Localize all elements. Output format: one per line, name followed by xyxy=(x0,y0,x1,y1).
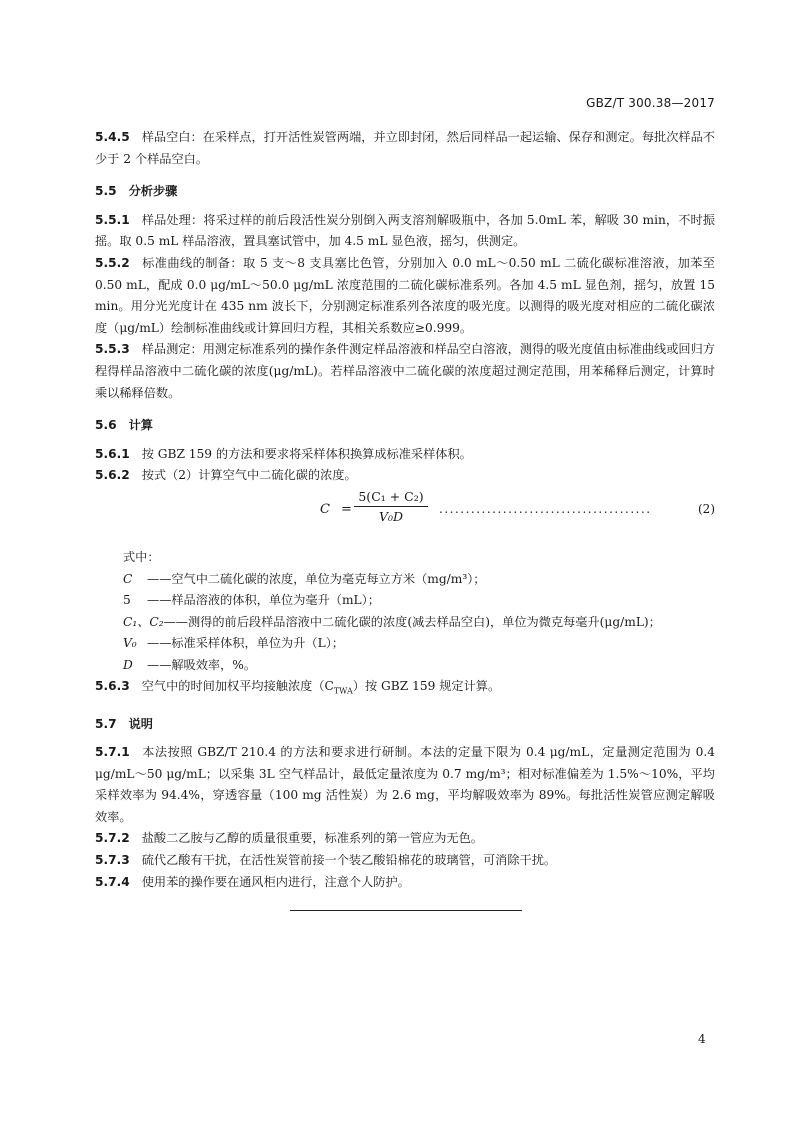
clause-number: 5.7.2 xyxy=(95,831,130,846)
clause-5-7-1 xyxy=(95,742,715,828)
clause-number: 5.7.4 xyxy=(95,874,130,889)
clause-5-4-5 xyxy=(95,127,715,170)
section-title: 分析步骤 xyxy=(128,184,178,199)
section-heading-5-7 xyxy=(95,714,715,736)
definition-text: ——空气中二硫化碳的浓度，单位为毫克每立方米（mg/m³）； xyxy=(147,571,486,586)
clause-number: 5.6.3 xyxy=(95,679,130,694)
clause-5-6-2 xyxy=(95,465,715,487)
section-title: 计算 xyxy=(128,418,153,433)
definition-symbol: C xyxy=(123,571,133,586)
clause-text: 按式（2）计算空气中二硫化碳的浓度。 xyxy=(141,468,357,483)
clause-number: 5.6.2 xyxy=(95,468,130,483)
definition-item xyxy=(95,612,715,634)
formula-lhs: C xyxy=(320,501,330,517)
formula-definitions xyxy=(95,547,715,677)
definitions-intro: 式中： xyxy=(123,549,160,564)
section-number: 5.7 xyxy=(95,716,117,731)
formula-2 xyxy=(95,488,715,543)
clause-number: 5.5.1 xyxy=(95,212,130,227)
clause-number: 5.7.3 xyxy=(95,853,130,868)
section-number: 5.5 xyxy=(95,184,117,199)
end-rule xyxy=(290,910,522,911)
definition-symbol: V₀ xyxy=(123,636,137,651)
definition-symbol: 5 xyxy=(123,593,131,608)
clause-number: 5.5.2 xyxy=(95,255,130,270)
formula-numerator: 5(C₁ + C₂) xyxy=(354,489,428,507)
section-title: 说明 xyxy=(128,716,153,731)
clause-number: 5.7.1 xyxy=(95,745,130,760)
definition-text: ——样品溶液的体积，单位为毫升（mL）； xyxy=(147,593,380,608)
clause-5-7-2 xyxy=(95,828,715,850)
clause-subscript: TWA xyxy=(333,686,353,696)
clause-text: 硫代乙酸有干扰，在活性炭管前接一个装乙酸铅棉花的玻璃管，可消除干扰。 xyxy=(141,853,557,868)
clause-text-cont: ）按 GBZ 159 规定计算。 xyxy=(352,679,501,694)
clause-text: 样品空白：在采样点，打开活性炭管两端，并立即封闭，然后同样品一起运输、保存和测定。每批次样品不少于 2 个样品空白。 xyxy=(95,130,715,166)
section-heading-5-5 xyxy=(95,181,715,203)
definition-symbol: C₁、C₂ xyxy=(123,614,164,629)
definition-item xyxy=(95,655,715,677)
definition-symbol: D xyxy=(123,657,133,672)
formula-leader: ........................................ xyxy=(439,501,652,516)
clause-5-6-3 xyxy=(95,676,715,702)
clause-text: 盐酸二乙胺与乙醇的质量很重要，标准系列的第一管应为无色。 xyxy=(141,831,483,846)
clause-text: 本法按照 GBZ/T 210.4 的方法和要求进行研制。本法的定量下限为 0.4 μg/mL，定量测定范围为 0.4 μg/mL～50 μg/mL；以采集 3L 空气样品计，最低定量浓度为 0.7 mg/m³；相对标准偏差为 1.5%～10%，平均采样效率为 94.4%，穿透容量（100 mg 活性炭）为 2.6 mg，平均解吸效率为 89%。每批活性炭管应测定解吸效率。 xyxy=(95,745,715,824)
clause-5-7-3 xyxy=(95,850,715,872)
definition-item xyxy=(95,590,715,612)
definition-item xyxy=(95,633,715,655)
clause-text: 空气中的时间加权平均接触浓度（C xyxy=(141,679,334,694)
clause-5-5-3 xyxy=(95,339,715,404)
clause-text: 样品处理：将采过样的前后段活性炭分别倒入两支溶剂解吸瓶中，各加 5.0mL 苯，解吸 30 min，不时振摇。取 0.5 mL 样品溶液，置具塞试管中，加 4.5 mL 显色液，摇匀，供测定。 xyxy=(95,212,715,249)
definition-text: ——标准采样体积，单位为升（L）； xyxy=(147,636,344,651)
page-number: 4 xyxy=(698,1032,706,1046)
clause-number: 5.5.3 xyxy=(95,342,130,357)
clause-number: 5.4.5 xyxy=(95,130,130,144)
formula-fraction xyxy=(354,489,428,524)
document-header: GBZ/T 300.38—2017 xyxy=(586,96,715,110)
clause-text: 按 GBZ 159 的方法和要求将采样体积换算成标准采样体积。 xyxy=(141,446,472,461)
clause-number: 5.6.1 xyxy=(95,446,130,461)
section-heading-5-6 xyxy=(95,415,715,437)
clause-text: 使用苯的操作要在通风柜内进行，注意个人防护。 xyxy=(141,874,410,889)
definition-text: ——测得的前后段样品溶液中二硫化碳的浓度(减去样品空白)，单位为微克每毫升(μg/mL)； xyxy=(163,614,661,629)
clause-text: 样品测定：用测定标准系列的操作条件测定样品溶液和样品空白溶液，测得的吸光度值由标准曲线或回归方程得样品溶液中二硫化碳的浓度(μg/mL)。若样品溶液中二硫化碳的浓度超过测定范围，用苯稀释后测定，计算时乘以稀释倍数。 xyxy=(95,342,715,400)
formula-number: (2) xyxy=(698,501,715,516)
clause-5-5-1 xyxy=(95,210,715,253)
section-number: 5.6 xyxy=(95,418,117,433)
clause-5-7-4 xyxy=(95,872,715,894)
clause-5-5-2 xyxy=(95,253,715,339)
page-content xyxy=(95,127,715,893)
clause-5-6-1 xyxy=(95,444,715,466)
formula-equals: = xyxy=(341,501,352,517)
clause-text: 标准曲线的制备：取 5 支～8 支具塞比色管，分别加入 0.0 mL～0.50 mL 二硫化碳标准溶液，加苯至 0.50 mL，配成 0.0 μg/mL～50.0 μg/mL 浓度范围的二硫化碳标准系列。各加 4.5 mL 显色剂，摇匀，放置 15 min。用分光光度计在 435 nm 波长下，分别测定标准系列各浓度的吸光度。以测得的吸光度对相应的二硫化碳浓度（μg/mL）绘制标准曲线或计算回归方程，其相关系数应≥0.999。 xyxy=(95,255,715,335)
definition-text: ——解吸效率，%。 xyxy=(147,657,257,672)
definition-item xyxy=(95,569,715,591)
formula-denominator: V₀D xyxy=(378,508,404,524)
